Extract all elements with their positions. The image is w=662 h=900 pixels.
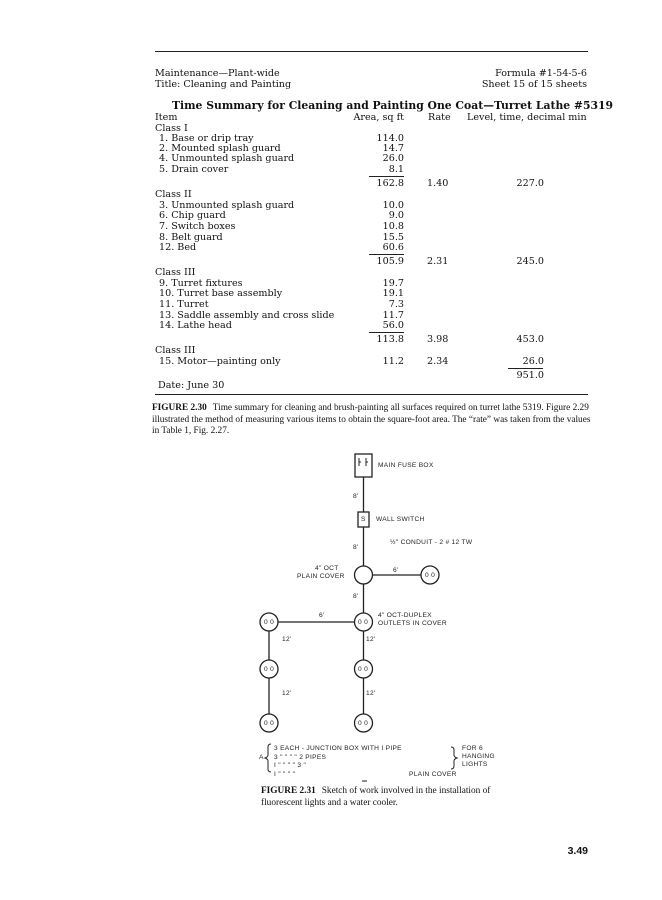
table-date: Date: June 30: [158, 380, 225, 391]
table-row-item: 2. Mounted splash guard: [159, 143, 281, 154]
dimension-label: 12': [282, 636, 292, 643]
switch-symbol-label: S: [361, 516, 366, 523]
class-total-area: 105.9: [376, 256, 404, 267]
class-total-area: 113.8: [376, 334, 404, 345]
table-row-area: 19.7: [382, 278, 404, 289]
dimension-label: 6': [319, 612, 325, 619]
outlet-glyph: 0 0: [358, 720, 369, 727]
table-row-item: 6. Chip guard: [159, 210, 226, 221]
grand-total: 951.0: [516, 370, 544, 381]
legend-lights: LIGHTS: [462, 761, 488, 768]
table-row-area: 114.0: [376, 133, 404, 144]
column-header-level: Level, time, decimal min: [467, 112, 587, 123]
outlet-glyph: 0 0: [264, 720, 275, 727]
figure-label: FIGURE 2.30: [152, 403, 207, 413]
column-header-item: Item: [155, 112, 178, 123]
class-level-time: 227.0: [516, 178, 544, 189]
class-total-area: 162.8: [376, 178, 404, 189]
outlet-glyph: 0 0: [264, 666, 275, 673]
class-rate: 1.40: [427, 178, 449, 189]
dimension-label: 12': [366, 636, 376, 643]
class-label: Class I: [155, 123, 188, 134]
table-row-area: 9.0: [388, 210, 404, 221]
class-level-time: 453.0: [516, 334, 544, 345]
header-department: Maintenance—Plant-wide: [155, 68, 280, 79]
dimension-label: 8': [353, 544, 359, 551]
figure-2-31-caption: [261, 786, 501, 809]
table-row-item: 12. Bed: [159, 242, 197, 253]
table-row-area: 19.1: [382, 288, 404, 299]
class-label: Class II: [155, 189, 192, 200]
table-row-area: 56.0: [382, 320, 404, 331]
figure-caption-text: Time summary for cleaning and brush-painting all surfaces required on turret lathe 5319. Figure 2.29 illustrated the method of measuring various items to obtain the square-foot area. The “rate” was taken from the values in Table 1, Fig. 2.27.: [152, 403, 591, 436]
main-fuse-box-label: MAIN FUSE BOX: [378, 462, 434, 469]
outlet-glyph: 0 0: [264, 619, 275, 626]
table-row-level: 26.0: [522, 356, 544, 367]
table-row-area: 10.0: [382, 200, 404, 211]
class-label: Class III: [155, 345, 196, 356]
table-row-area: 60.6: [382, 242, 404, 253]
dimension-label: 12': [366, 690, 376, 697]
page-number: 3.49: [567, 845, 588, 857]
oct-duplex-label: 4" OCT-DUPLEX: [378, 612, 432, 619]
legend-a: A: [259, 754, 264, 761]
oct-plain-label: 4" OCT: [315, 565, 339, 572]
table-row-area: 14.7: [382, 143, 404, 154]
table-row-area: 11.7: [382, 310, 404, 321]
legend-row: I " " " " 3 ": [274, 762, 307, 769]
wall-switch-label: WALL SWITCH: [376, 516, 425, 523]
table-row-item: 3. Unmounted splash guard: [159, 200, 295, 211]
table-row-item: 11. Turret: [159, 299, 209, 310]
conduit-label: ½" CONDUIT - 2 # 12 TW: [390, 539, 473, 546]
outlet-glyph: 0 0: [358, 666, 369, 673]
table-row-item: 1. Base or drip tray: [159, 133, 254, 144]
dimension-label: 12': [282, 690, 292, 697]
table-row-item: 8. Belt guard: [159, 232, 223, 243]
table-row-area: 11.2: [382, 356, 404, 367]
table-title: Time Summary for Cleaning and Painting One Coat—Turret Lathe #5319: [172, 99, 614, 112]
table-row-rate: 2.34: [427, 356, 449, 367]
table-row-item: 4. Unmounted splash guard: [159, 153, 295, 164]
class-label: Class III: [155, 267, 196, 278]
table-row-item: 14. Lathe head: [159, 320, 232, 331]
table-row-area: 8.1: [388, 164, 404, 175]
header-title: Title: Cleaning and Painting: [155, 79, 292, 90]
table-row-area: 10.8: [382, 221, 404, 232]
class-rate: 2.31: [427, 256, 449, 267]
figure-label: FIGURE 2.31: [261, 786, 316, 796]
legend-row: 3 EACH - JUNCTION BOX WITH I PIPE: [274, 745, 402, 752]
junction-box-plain: [355, 566, 373, 584]
class-rate: 3.98: [427, 334, 449, 345]
legend-for-6: FOR 6: [462, 745, 483, 752]
table-row-item: 15. Motor—painting only: [159, 356, 281, 367]
class-level-time: 245.0: [516, 256, 544, 267]
table-row-area: 15.5: [382, 232, 404, 243]
column-header-area: Area, sq ft: [353, 112, 404, 123]
legend-row: I " " " ": [274, 771, 296, 778]
dimension-label: 6': [393, 567, 399, 574]
outlet-glyph: 0 0: [358, 619, 369, 626]
legend-row: 3 " " " " 2 PIPES: [274, 754, 327, 761]
legend-hanging: HANGING: [462, 753, 495, 760]
table-row-item: 9. Turret fixtures: [159, 278, 243, 289]
table-row-area: 7.3: [388, 299, 404, 310]
column-header-rate: Rate: [428, 112, 451, 123]
main-fuse-box-symbol: [355, 454, 372, 477]
legend-plain-cover: PLAIN COVER: [409, 771, 457, 778]
table-row-area: 26.0: [382, 153, 404, 164]
outlet-glyph: 0 0: [425, 572, 436, 579]
dimension-label: 8': [353, 493, 359, 500]
table-row-item: 13. Saddle assembly and cross slide: [159, 310, 335, 321]
table-row-item: 10. Turret base assembly: [159, 288, 283, 299]
header-sheet: Sheet 15 of 15 sheets: [481, 79, 587, 90]
oct-duplex-label: OUTLETS IN COVER: [378, 620, 447, 627]
dimension-label: 8': [353, 593, 359, 600]
table-row-item: 5. Drain cover: [159, 164, 229, 175]
header-formula: Formula #1-54-5-6: [495, 68, 587, 79]
oct-plain-label: PLAIN COVER: [297, 573, 345, 580]
figure-caption-text: Sketch of work involved in the installation of fluorescent lights and a water cooler.: [261, 786, 491, 808]
table-row-item: 7. Switch boxes: [159, 221, 236, 232]
